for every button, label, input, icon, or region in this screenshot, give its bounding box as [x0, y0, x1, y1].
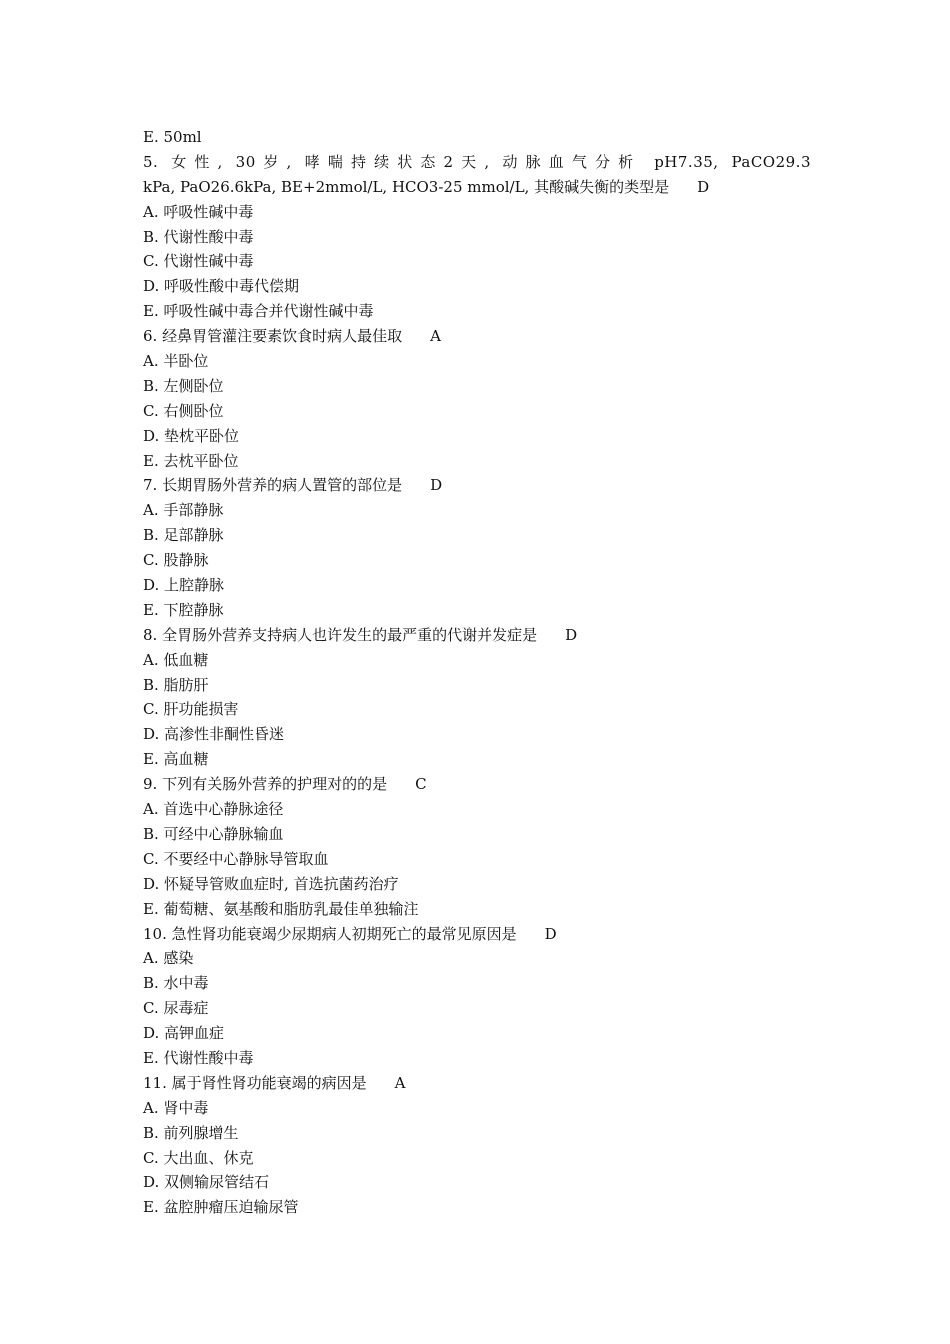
answer-key: D — [544, 924, 557, 943]
option-line: C. 肝功能损害 — [143, 700, 239, 719]
question-stem-text: 7. 长期胃肠外营养的病人置管的部位是 — [143, 476, 403, 495]
option-line: E. 高血糖 — [143, 750, 209, 769]
option-line: E. 50ml — [143, 128, 202, 146]
option-line: D. 双侧输尿管结石 — [143, 1173, 270, 1192]
question-stem-line — [143, 324, 811, 349]
option-line: D. 高钾血症 — [143, 1024, 225, 1043]
question-stem-line — [143, 175, 811, 200]
option-line: C. 大出血、休克 — [143, 1148, 254, 1167]
option-line: E. 葡萄糖、氨基酸和脂肪乳最佳单独输注 — [143, 899, 419, 918]
question-stem-line — [143, 1071, 811, 1096]
answer-key: A — [394, 1073, 406, 1092]
option-line: D. 垫枕平卧位 — [143, 426, 240, 445]
option-line: C. 代谢性碱中毒 — [143, 252, 254, 271]
question-stem-text: 9. 下列有关肠外营养的护理对的的是 — [143, 775, 388, 794]
question-stem-text: 11. 属于肾性肾功能衰竭的病因是 — [143, 1073, 367, 1092]
option-line: C. 不要经中心静脉导管取血 — [143, 849, 329, 868]
option-line: E. 代谢性酸中毒 — [143, 1048, 254, 1067]
answer-key: A — [430, 327, 441, 346]
option-line: C. 股静脉 — [143, 551, 209, 570]
question-stem-line — [143, 473, 811, 498]
answer-key: D — [430, 476, 443, 495]
option-line: B. 左侧卧位 — [143, 376, 224, 395]
question-stem-text: 6. 经鼻胃管灌注要素饮食时病人最佳取 — [143, 327, 403, 346]
option-line: B. 足部静脉 — [143, 526, 224, 545]
question-stem-text: 8. 全胃肠外营养支持病人也许发生的最严重的代谢并发症是 — [143, 625, 538, 644]
question-stem-line — [143, 922, 811, 947]
option-line: D. 上腔静脉 — [143, 576, 225, 595]
option-line: C. 尿毒症 — [143, 999, 209, 1018]
question-stem-text: kPa, PaO26.6kPa, BE+2mmol/L, HCO3-25 mmol/L, 其酸碱失衡的类型是 — [143, 177, 670, 196]
option-line: A. 半卧位 — [143, 352, 209, 371]
option-line: C. 右侧卧位 — [143, 401, 224, 420]
question-list — [143, 125, 811, 1220]
option-line: B. 代谢性酸中毒 — [143, 227, 254, 246]
answer-key: C — [415, 775, 427, 794]
option-line: B. 水中毒 — [143, 974, 209, 993]
question-stem-line: 5. 女性, 30岁, 哮喘持续状态2天, 动脉血气分析 pH7.35, PaCO29.3 — [143, 152, 811, 171]
option-line: E. 去枕平卧位 — [143, 451, 239, 470]
answer-key: D — [697, 177, 710, 196]
option-line: A. 手部静脉 — [143, 501, 224, 520]
option-line: D. 怀疑导管败血症时, 首选抗菌药治疗 — [143, 874, 399, 893]
option-line: D. 呼吸性酸中毒代偿期 — [143, 277, 300, 296]
option-line: B. 前列腺增生 — [143, 1123, 239, 1142]
question-stem-line — [143, 623, 811, 648]
option-line: E. 盆腔肿瘤压迫输尿管 — [143, 1198, 299, 1217]
question-stem-line — [143, 772, 811, 797]
option-line: B. 脂肪肝 — [143, 675, 209, 694]
option-line: B. 可经中心静脉输血 — [143, 824, 284, 843]
option-line: A. 首选中心静脉途径 — [143, 800, 284, 819]
option-line: A. 肾中毒 — [143, 1098, 209, 1117]
question-stem-text: 10. 急性肾功能衰竭少尿期病人初期死亡的最常见原因是 — [143, 924, 517, 943]
answer-key: D — [565, 625, 578, 644]
option-line: A. 呼吸性碱中毒 — [143, 202, 254, 221]
option-line: E. 呼吸性碱中毒合并代谢性碱中毒 — [143, 302, 374, 321]
option-line: D. 高渗性非酮性昏迷 — [143, 725, 285, 744]
option-line: A. 低血糖 — [143, 650, 209, 669]
option-line: E. 下腔静脉 — [143, 600, 224, 619]
option-line: A. 感染 — [143, 949, 194, 968]
